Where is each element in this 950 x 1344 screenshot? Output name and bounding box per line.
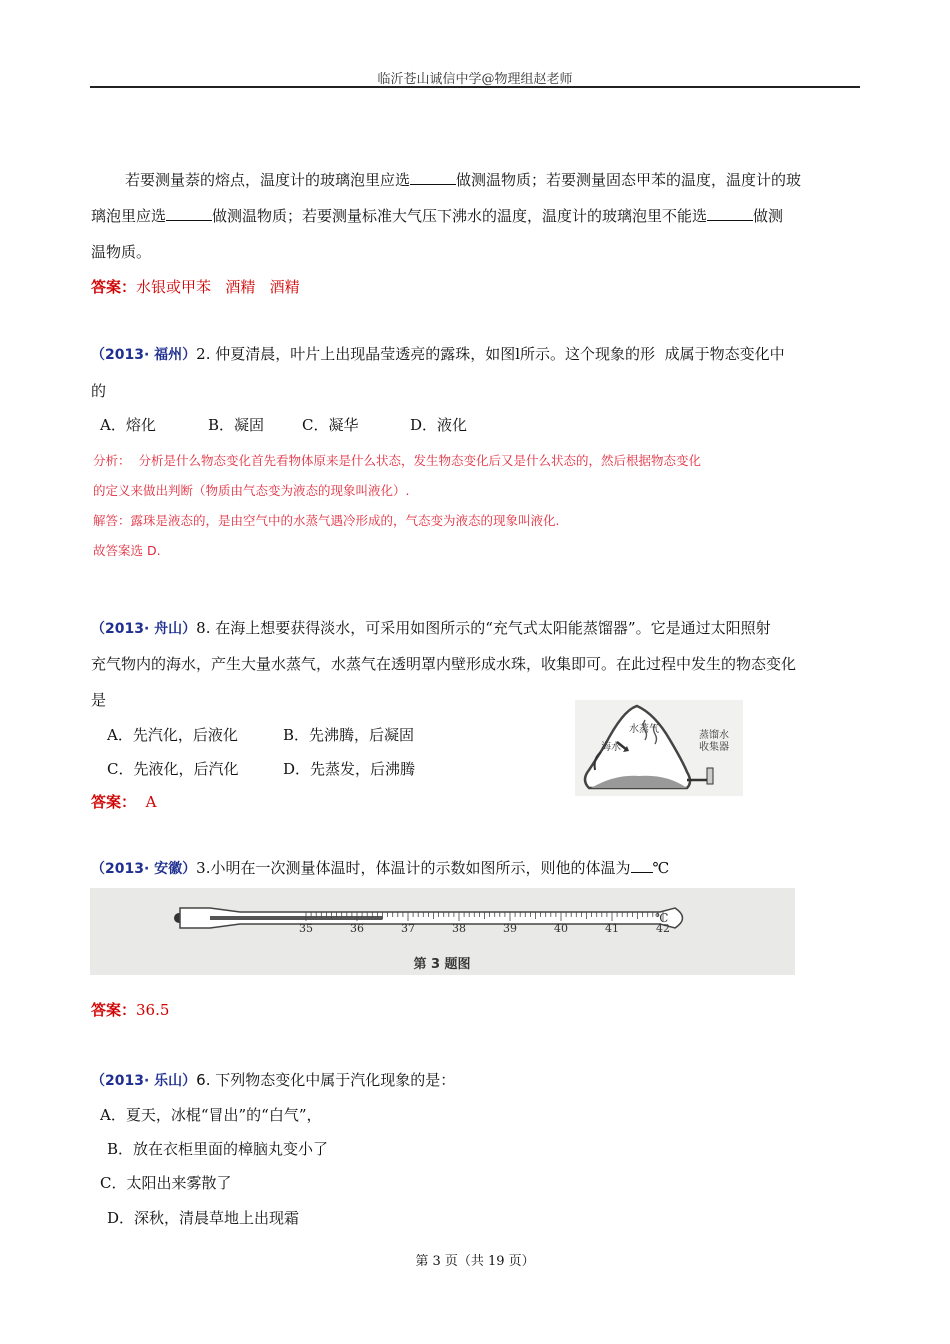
q3-line-1 <box>91 858 669 879</box>
q2-source: （2013· 舟山） <box>91 621 197 637</box>
q3-unit: ℃ <box>652 859 670 877</box>
q1-option-d: D．液化 <box>410 416 468 434</box>
thermometer-scale-label: 42 <box>656 922 670 935</box>
q0-answer <box>91 278 300 297</box>
q2-answer-label: 答案： <box>91 793 137 811</box>
q0-line-3: 温物质。 <box>91 243 152 261</box>
q1-analysis-4: 故答案选 D. <box>93 543 161 558</box>
solar-still-collector-label-2: 收集器 <box>699 742 729 753</box>
q2-answer-value: A <box>145 793 157 811</box>
q3-text-1: 3.小明在一次测量体温时，体温计的示数如图所示，则他的体温为 <box>196 859 631 877</box>
solar-still-drawing <box>575 700 743 796</box>
q1-analysis-3: 解答：露珠是液态的，是由空气中的水蒸气遇冷形成的，气态变为液态的现象叫液化. <box>93 513 560 528</box>
thermometer-figure <box>90 888 795 975</box>
q0-blank-1 <box>410 170 456 185</box>
solar-still-steam-label: 水蒸气 <box>629 724 659 735</box>
q0-line-2 <box>91 206 783 226</box>
q0-text-2a: 璃泡里应选 <box>91 207 167 225</box>
q0-text-1b: 做测温物质；若要测量固态甲苯的温度，温度计的玻 <box>456 171 802 189</box>
thermometer-scale-label: 40 <box>554 922 568 935</box>
thermometer-scale-label: 35 <box>299 922 313 935</box>
q1-text-1: 2. 仲夏清晨，叶片上出现晶莹透亮的露珠，如图l所示。这个现象的形 成属于物态变化中 <box>196 345 785 363</box>
q2-option-b: B．先沸腾，后凝固 <box>283 726 415 744</box>
q4-option-d: D．深秋，清晨草地上出现霜 <box>107 1209 300 1227</box>
page-header: 临沂苍山诚信中学@物理组赵老师 <box>377 72 573 87</box>
q0-text-2b: 做测温物质；若要测量标准大气压下沸水的温度，温度计的玻璃泡里不能选 <box>212 207 708 225</box>
q4-option-b: B．放在衣柜里面的樟脑丸变小了 <box>107 1140 329 1158</box>
q1-analysis-1: 分析： 分析是什么物态变化首先看物体原来是什么状态，发生物态变化后又是什么状态的，然后根据物态变化 <box>93 453 701 468</box>
thermometer-caption: 第 3 题图 <box>413 957 471 972</box>
solar-still-figure <box>575 700 743 796</box>
thermometer-scale-label: 39 <box>503 922 517 935</box>
q2-line-3: 是 <box>91 691 107 709</box>
thermometer-drawing <box>90 888 795 975</box>
q2-line-1 <box>91 619 771 639</box>
q4-line-1 <box>91 1071 455 1091</box>
q1-option-c: C．凝华 <box>302 416 359 434</box>
thermometer-unit: ℃ <box>655 911 669 925</box>
q0-text-2c: 做测 <box>753 207 784 225</box>
q3-answer-value: 36.5 <box>136 1001 170 1019</box>
q1-option-b: B．凝固 <box>208 416 265 434</box>
q0-answer-value: 水银或甲苯 酒精 酒精 <box>136 278 300 296</box>
q2-option-d: D．先蒸发，后沸腾 <box>283 760 416 778</box>
thermometer-scale-label: 38 <box>452 922 466 935</box>
q2-option-c: C．先液化，后汽化 <box>107 760 239 778</box>
q2-text-1: 8. 在海上想要获得淡水，可采用如图所示的“充气式太阳能蒸馏器”。它是通过太阳照射 <box>196 619 771 637</box>
q4-text-1: 6. 下列物态变化中属于汽化现象的是： <box>196 1071 456 1089</box>
page-footer: 第 3 页（共 19 页） <box>415 1254 535 1269</box>
q1-option-a: A．熔化 <box>100 416 156 434</box>
thermometer-scale-label: 36 <box>350 922 364 935</box>
q3-source: （2013· 安徽） <box>91 861 197 877</box>
q2-option-a: A．先汽化，后液化 <box>107 726 238 744</box>
solar-still-collector-label-1: 蒸馏水 <box>699 730 729 741</box>
q4-option-a: A．夏天，冰棍“冒出”的“白气”， <box>100 1106 322 1124</box>
q3-answer-label: 答案： <box>91 1001 137 1019</box>
q1-source: （2013· 福州） <box>91 347 197 363</box>
q1-analysis-2: 的定义来做出判断（物质由气态变为液态的现象叫液化）. <box>93 483 410 498</box>
q0-text-1a: 若要测量萘的熔点，温度计的玻璃泡里应选 <box>125 171 411 189</box>
q0-blank-3 <box>707 206 753 221</box>
q1-line-2: 的 <box>91 382 107 400</box>
thermometer-scale-label: 41 <box>605 922 619 935</box>
q3-answer <box>91 1001 169 1020</box>
q3-blank <box>631 858 653 873</box>
q0-line-1 <box>125 170 801 190</box>
q2-answer <box>91 793 156 812</box>
header-divider <box>90 86 860 88</box>
q4-source: （2013· 乐山） <box>91 1073 197 1089</box>
q0-blank-2 <box>166 206 212 221</box>
thermometer-scale-label: 37 <box>401 922 415 935</box>
solar-still-sea-label: 海水 <box>601 742 621 753</box>
q1-line-1 <box>91 345 785 365</box>
q0-answer-label: 答案： <box>91 278 137 296</box>
q2-line-2: 充气物内的海水，产生大量水蒸气，水蒸气在透明罩内壁形成水珠，收集即可。在此过程中发生的物态变化 <box>91 655 797 673</box>
q4-option-c: C．太阳出来雾散了 <box>100 1174 232 1192</box>
